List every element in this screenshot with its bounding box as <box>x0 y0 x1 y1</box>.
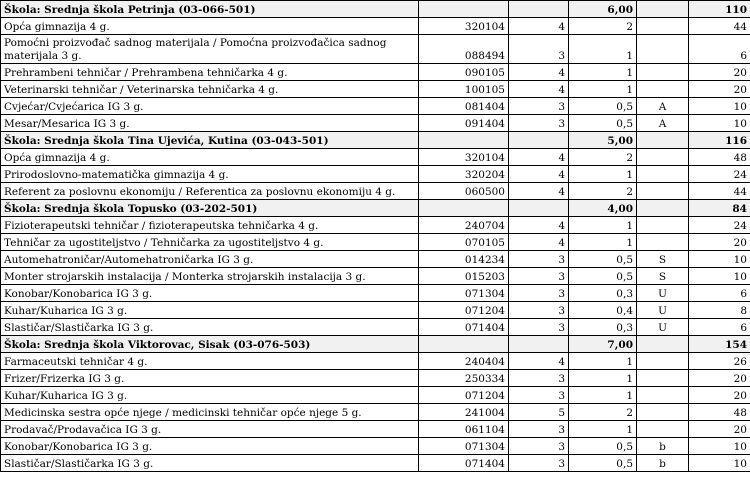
program-row <box>1 183 750 200</box>
cell-name: Farmaceutski tehničar 4 g. <box>1 353 419 370</box>
cell-classes: 0,5 <box>569 251 637 268</box>
cell-note: b <box>637 455 689 472</box>
cell-classes: 1 <box>569 387 637 404</box>
cell-note <box>637 404 689 421</box>
cell-note: b <box>637 438 689 455</box>
cell-code: 320104 <box>419 149 509 166</box>
cell-note: S <box>637 268 689 285</box>
program-row <box>1 98 750 115</box>
cell-name: Konobar/Konobarica IG 3 g. <box>1 285 419 302</box>
cell-count: 48 <box>689 149 750 166</box>
cell-note <box>637 183 689 200</box>
cell-duration: 4 <box>509 234 569 251</box>
cell-note <box>637 353 689 370</box>
cell-note: U <box>637 319 689 336</box>
cell-count: 8 <box>689 302 750 319</box>
program-row <box>1 217 750 234</box>
cell-count: 24 <box>689 217 750 234</box>
cell-classes: 0,3 <box>569 285 637 302</box>
cell-count: 20 <box>689 64 750 81</box>
cell-code <box>419 132 509 149</box>
cell-classes: 4,00 <box>569 200 637 217</box>
program-row <box>1 353 750 370</box>
school-header-row <box>1 336 750 353</box>
cell-name: Slastičar/Slastičarka IG 3 g. <box>1 319 419 336</box>
cell-name: Prirodoslovno-matematička gimnazija 4 g. <box>1 166 419 183</box>
cell-duration <box>509 132 569 149</box>
cell-classes: 1 <box>569 217 637 234</box>
program-row <box>1 455 750 472</box>
cell-count: 24 <box>689 166 750 183</box>
cell-duration: 3 <box>509 370 569 387</box>
cell-count: 44 <box>689 183 750 200</box>
cell-code: 088494 <box>419 35 509 64</box>
cell-classes: 1 <box>569 421 637 438</box>
cell-classes: 5,00 <box>569 132 637 149</box>
cell-classes: 7,00 <box>569 336 637 353</box>
cell-note <box>637 81 689 98</box>
cell-classes: 0,5 <box>569 115 637 132</box>
cell-duration: 3 <box>509 35 569 64</box>
cell-note <box>637 1 689 18</box>
cell-name: Škola: Srednja škola Tina Ujevića, Kutina (03-043-501) <box>1 132 419 149</box>
program-row <box>1 18 750 35</box>
cell-count: 6 <box>689 35 750 64</box>
cell-count: 6 <box>689 285 750 302</box>
program-row <box>1 234 750 251</box>
cell-note: U <box>637 285 689 302</box>
cell-classes: 2 <box>569 183 637 200</box>
cell-code: 071204 <box>419 387 509 404</box>
cell-classes: 0,5 <box>569 268 637 285</box>
program-row <box>1 387 750 404</box>
cell-name: Veterinarski tehničar / Veterinarska tehničarka 4 g. <box>1 81 419 98</box>
cell-code: 071404 <box>419 319 509 336</box>
cell-classes: 1 <box>569 35 637 64</box>
program-row <box>1 438 750 455</box>
cell-count: 116 <box>689 132 750 149</box>
cell-note <box>637 200 689 217</box>
cell-classes: 1 <box>569 353 637 370</box>
cell-code: 320104 <box>419 18 509 35</box>
cell-note <box>637 421 689 438</box>
cell-code <box>419 200 509 217</box>
program-row <box>1 149 750 166</box>
cell-classes: 1 <box>569 166 637 183</box>
cell-classes: 2 <box>569 149 637 166</box>
cell-name: Kuhar/Kuharica IG 3 g. <box>1 387 419 404</box>
cell-duration: 4 <box>509 183 569 200</box>
cell-duration: 3 <box>509 455 569 472</box>
program-row <box>1 285 750 302</box>
cell-note <box>637 166 689 183</box>
program-row <box>1 166 750 183</box>
cell-note <box>637 217 689 234</box>
cell-name: Fizioterapeutski tehničar / fizioterapeutska tehničarka 4 g. <box>1 217 419 234</box>
cell-duration: 3 <box>509 421 569 438</box>
cell-classes: 0,5 <box>569 438 637 455</box>
cell-duration: 3 <box>509 319 569 336</box>
cell-name: Kuhar/Kuharica IG 3 g. <box>1 302 419 319</box>
program-row <box>1 115 750 132</box>
cell-duration: 3 <box>509 387 569 404</box>
cell-code: 240404 <box>419 353 509 370</box>
cell-count: 10 <box>689 268 750 285</box>
cell-count: 20 <box>689 421 750 438</box>
cell-code: 320204 <box>419 166 509 183</box>
cell-classes: 1 <box>569 64 637 81</box>
cell-name: Mesar/Mesarica IG 3 g. <box>1 115 419 132</box>
cell-code: 091404 <box>419 115 509 132</box>
cell-code: 060500 <box>419 183 509 200</box>
cell-count: 48 <box>689 404 750 421</box>
cell-duration: 3 <box>509 285 569 302</box>
cell-duration: 3 <box>509 98 569 115</box>
cell-name: Prodavač/Prodavačica IG 3 g. <box>1 421 419 438</box>
cell-name: Tehničar za ugostiteljstvo / Tehničarka za ugostiteljstvo 4 g. <box>1 234 419 251</box>
cell-code <box>419 336 509 353</box>
cell-code: 071304 <box>419 438 509 455</box>
cell-count: 6 <box>689 319 750 336</box>
cell-count: 10 <box>689 438 750 455</box>
cell-duration: 3 <box>509 115 569 132</box>
cell-count: 154 <box>689 336 750 353</box>
cell-name: Referent za poslovnu ekonomiju / Referentica za poslovnu ekonomiju 4 g. <box>1 183 419 200</box>
school-header-row <box>1 200 750 217</box>
cell-code: 090105 <box>419 64 509 81</box>
cell-note: U <box>637 302 689 319</box>
cell-count: 20 <box>689 370 750 387</box>
program-row <box>1 251 750 268</box>
cell-name: Slastičar/Slastičarka IG 3 g. <box>1 455 419 472</box>
program-row <box>1 421 750 438</box>
cell-duration: 4 <box>509 166 569 183</box>
cell-count: 10 <box>689 251 750 268</box>
cell-code: 100105 <box>419 81 509 98</box>
cell-count: 20 <box>689 387 750 404</box>
program-row <box>1 64 750 81</box>
cell-name: Medicinska sestra opće njege / medicinski tehničar opće njege 5 g. <box>1 404 419 421</box>
cell-code: 240704 <box>419 217 509 234</box>
program-row <box>1 404 750 421</box>
cell-code: 241004 <box>419 404 509 421</box>
cell-note <box>637 387 689 404</box>
cell-note <box>637 64 689 81</box>
cell-count: 10 <box>689 115 750 132</box>
cell-count: 110 <box>689 1 750 18</box>
cell-code: 061104 <box>419 421 509 438</box>
cell-duration: 4 <box>509 64 569 81</box>
cell-count: 44 <box>689 18 750 35</box>
cell-code: 014234 <box>419 251 509 268</box>
cell-duration: 3 <box>509 251 569 268</box>
cell-name: Cvjećar/Cvjećarica IG 3 g. <box>1 98 419 115</box>
cell-count: 20 <box>689 81 750 98</box>
cell-duration: 4 <box>509 353 569 370</box>
cell-classes: 2 <box>569 404 637 421</box>
cell-duration: 4 <box>509 217 569 234</box>
table-body <box>1 1 750 472</box>
program-row <box>1 81 750 98</box>
cell-note <box>637 132 689 149</box>
cell-duration: 4 <box>509 81 569 98</box>
cell-name: Opća gimnazija 4 g. <box>1 18 419 35</box>
cell-note: S <box>637 251 689 268</box>
cell-classes: 0,3 <box>569 319 637 336</box>
school-header-row <box>1 132 750 149</box>
cell-name: Automehatroničar/Automehatroničarka IG 3 g. <box>1 251 419 268</box>
cell-name: Konobar/Konobarica IG 3 g. <box>1 438 419 455</box>
cell-code: 071404 <box>419 455 509 472</box>
program-row <box>1 302 750 319</box>
cell-classes: 6,00 <box>569 1 637 18</box>
cell-classes: 0,5 <box>569 98 637 115</box>
cell-note <box>637 149 689 166</box>
program-row <box>1 268 750 285</box>
cell-name: Frizer/Frizerka IG 3 g. <box>1 370 419 387</box>
cell-name: Opća gimnazija 4 g. <box>1 149 419 166</box>
cell-classes: 1 <box>569 370 637 387</box>
cell-count: 10 <box>689 98 750 115</box>
cell-duration: 3 <box>509 438 569 455</box>
cell-duration: 5 <box>509 404 569 421</box>
cell-code: 081404 <box>419 98 509 115</box>
cell-classes: 0,4 <box>569 302 637 319</box>
program-row <box>1 319 750 336</box>
cell-name: Prehrambeni tehničar / Prehrambena tehničarka 4 g. <box>1 64 419 81</box>
school-header-row <box>1 1 750 18</box>
cell-duration: 3 <box>509 302 569 319</box>
program-row <box>1 370 750 387</box>
cell-note <box>637 234 689 251</box>
cell-code: 070105 <box>419 234 509 251</box>
cell-count: 20 <box>689 234 750 251</box>
cell-code: 250334 <box>419 370 509 387</box>
cell-duration: 4 <box>509 149 569 166</box>
cell-classes: 1 <box>569 81 637 98</box>
cell-name: Škola: Srednja škola Viktorovac, Sisak (03-076-503) <box>1 336 419 353</box>
program-row <box>1 35 750 64</box>
cell-count: 10 <box>689 455 750 472</box>
cell-classes: 1 <box>569 234 637 251</box>
cell-name: Škola: Srednja škola Petrinja (03-066-501) <box>1 1 419 18</box>
cell-duration <box>509 200 569 217</box>
cell-name: Pomoćni proizvođač sadnog materijala / Pomoćna proizvođačica sadnog materijala 3 g. <box>1 35 419 64</box>
cell-duration <box>509 336 569 353</box>
cell-note: A <box>637 115 689 132</box>
cell-note <box>637 18 689 35</box>
cell-count: 84 <box>689 200 750 217</box>
cell-note <box>637 370 689 387</box>
cell-code: 015203 <box>419 268 509 285</box>
cell-classes: 2 <box>569 18 637 35</box>
cell-code: 071204 <box>419 302 509 319</box>
cell-name: Monter strojarskih instalacija / Monterka strojarskih instalacija 3 g. <box>1 268 419 285</box>
cell-note <box>637 35 689 64</box>
cell-duration <box>509 1 569 18</box>
cell-code: 071304 <box>419 285 509 302</box>
cell-name: Škola: Srednja škola Topusko (03-202-501) <box>1 200 419 217</box>
cell-code <box>419 1 509 18</box>
cell-note <box>637 336 689 353</box>
cell-classes: 0,5 <box>569 455 637 472</box>
cell-duration: 3 <box>509 268 569 285</box>
cell-duration: 4 <box>509 18 569 35</box>
cell-count: 26 <box>689 353 750 370</box>
cell-note: A <box>637 98 689 115</box>
